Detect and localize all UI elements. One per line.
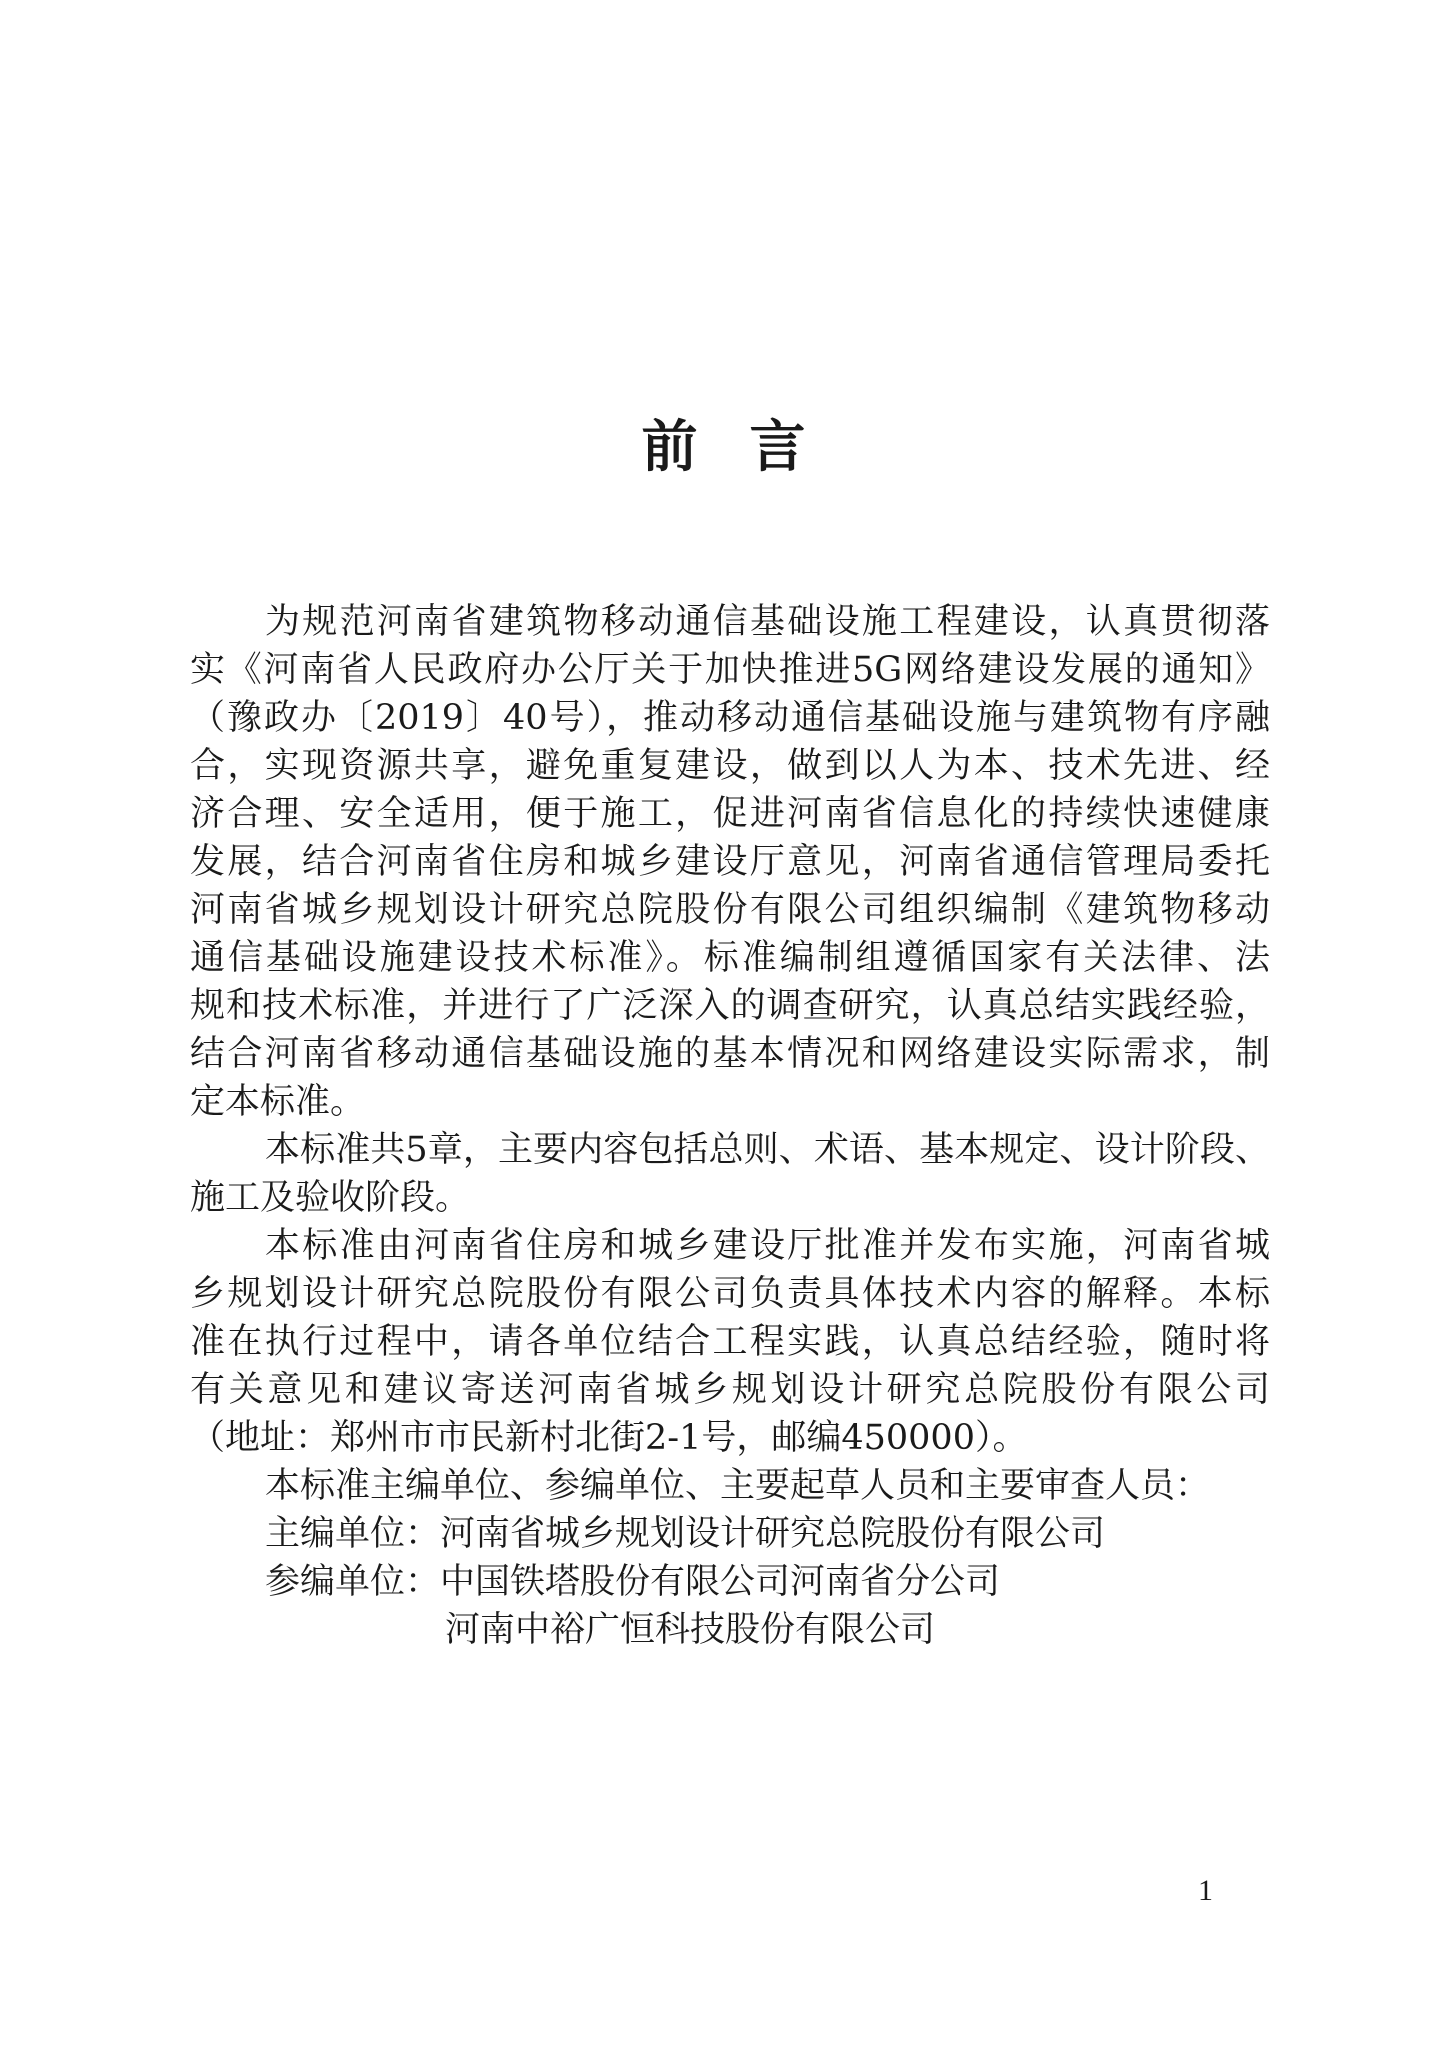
participating-unit-label: 参编单位：: [265, 1562, 441, 1602]
text-line: （豫政办〔2019〕40号），推动移动通信基础设施与建筑物有序融: [190, 698, 1270, 738]
text-line: 通信基础设施建设技术标准》。标准编制组遵循国家有关法律、法: [190, 938, 1270, 978]
text-line: 本标准由河南省住房和城乡建设厅批准并发布实施，河南省城: [265, 1226, 1270, 1266]
paragraph-approval: [190, 1222, 1270, 1462]
text-line: 定本标准。: [190, 1082, 366, 1122]
text-line: 本标准主编单位、参编单位、主要起草人员和主要审查人员：: [265, 1466, 1211, 1506]
text-line: 济合理、安全适用，便于施工，促进河南省信息化的持续快速健康: [190, 794, 1270, 834]
text-line: 实《河南省人民政府办公厅关于加快推进5G网络建设发展的通知》: [190, 650, 1270, 690]
chief-unit-value: 河南省城乡规划设计研究总院股份有限公司: [440, 1514, 1106, 1554]
text-line: 本标准共5章，主要内容包括总则、术语、基本规定、设计阶段、: [265, 1130, 1270, 1170]
chief-unit-label: 主编单位：: [265, 1514, 441, 1554]
text-line: 有关意见和建议寄送河南省城乡规划设计研究总院股份有限公司: [190, 1370, 1270, 1410]
page-number: 1: [1198, 1874, 1213, 1907]
text-line: 河南省城乡规划设计研究总院股份有限公司组织编制《建筑物移动: [190, 890, 1270, 930]
text-line: 乡规划设计研究总院股份有限公司负责具体技术内容的解释。本标: [190, 1274, 1270, 1314]
chief-unit-line: [190, 1510, 1270, 1558]
participating-unit-line: [190, 1606, 1270, 1654]
preface-body: [190, 598, 1270, 1654]
participating-unit-line: [190, 1558, 1270, 1606]
text-line: 准在执行过程中，请各单位结合工程实践，认真总结经验，随时将: [190, 1322, 1270, 1362]
paragraph-contents: [190, 1126, 1270, 1222]
paragraph-purpose: [190, 598, 1270, 1126]
text-line: 施工及验收阶段。: [190, 1178, 471, 1218]
text-line: 结合河南省移动通信基础设施的基本情况和网络建设实际需求，制: [190, 1034, 1270, 1074]
text-line: 规和技术标准，并进行了广泛深入的调查研究，认真总结实践经验，: [190, 986, 1270, 1026]
text-line: （地址：郑州市市民新村北街2-1号，邮编450000）。: [190, 1418, 1028, 1458]
text-line: 为规范河南省建筑物移动通信基础设施工程建设，认真贯彻落: [265, 602, 1270, 642]
text-line: 合，实现资源共享，避免重复建设，做到以人为本、技术先进、经: [190, 746, 1270, 786]
paragraph-units-intro: [190, 1462, 1270, 1510]
text-line: 发展，结合河南省住房和城乡建设厅意见，河南省通信管理局委托: [190, 842, 1270, 882]
participating-unit-value: 河南中裕广恒科技股份有限公司: [445, 1610, 936, 1650]
page-title: 前言: [641, 415, 858, 480]
participating-unit-value: 中国铁塔股份有限公司河南省分公司: [440, 1562, 1001, 1602]
